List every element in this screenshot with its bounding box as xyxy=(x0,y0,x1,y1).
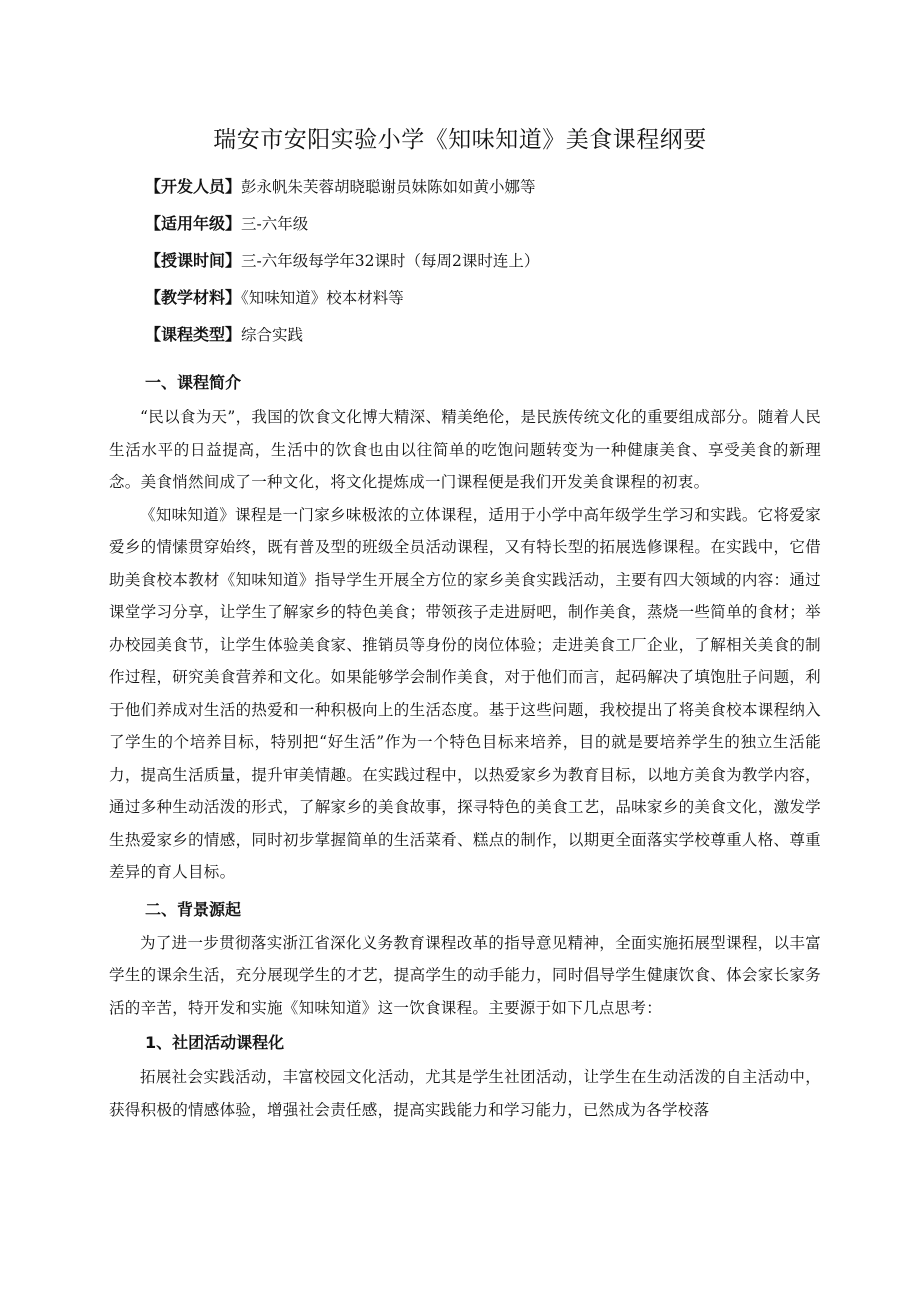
paragraph: 为了进一步贯彻落实浙江省深化义务教育课程改革的指导意见精神，全面实施拓展型课程，以丰富学生的课余生活，充分展现学生的才艺，提高学生的动手能力，同时倡导学生健康饮食、体会家长家务活的辛苦，特开发和实施《知味知道》这一饮食课程。主要源于如下几点思考： xyxy=(109,933,821,1017)
section-heading-background: 二、背景源起 xyxy=(145,899,242,919)
info-label: 【课程类型】 xyxy=(145,325,242,344)
paragraph: 《知味知道》课程是一门家乡味极浓的立体课程，适用于小学中高年级学生学习和实践。它将爱家爱乡的情愫贯穿始终，既有普及型的班级全员活动课程，又有特长型的拓展选修课程。在实践中，它借助美食校本教材《知味知道》指导学生开展全方位的家乡美食实践活动，主要有四大领域的内容：通过课堂学习分享，让学生了解家乡的特色美食；带领孩子走进厨吧，制作美食，蒸烧一些简单的食材；举办校园美食节，让学生体验美食家、推销员等身份的岗位体验；走进美食工厂企业，了解相关美食的制作过程，研究美食营养和文化。如果能够学会制作美食，对于他们而言，起码解决了填饱肚子问题，利于他们养成对生活的热爱和一种积极向上的生活态度。基于这些问题，我校提出了将美食校本课程纳入了学生的个培养目标，特别把“好生活”作为一个特色目标来培养，目的就是要培养学生的独立生活能力，提高生活质量，提升审美情趣。在实践过程中，以热爱家乡为教育目标，以地方美食为教学内容，通过多种生动活泼的形式，了解家乡的美食故事，探寻特色的美食工艺，品味家乡的美食文化，激发学生热爱家乡的情感，同时初步掌握简单的生活菜肴、糕点的制作，以期更全面落实学校尊重人格、尊重差异的育人目标。 xyxy=(109,505,821,881)
info-label: 【开发人员】 xyxy=(145,177,242,196)
paragraph: “民以食为天”，我国的饮食文化博大精深、精美绝伦，是民族传统文化的重要组成部分。随着人民生活水平的日益提高，生活中的饮食也由以往简单的吃饱问题转变为一种健康美食、享受美食的新理念。美食悄然间成了一种文化，将文化提炼成一门课程便是我们开发美食课程的初衷。 xyxy=(109,408,821,491)
info-label: 【适用年级】 xyxy=(145,214,242,233)
info-value: 三-六年级 xyxy=(241,215,309,233)
info-materials xyxy=(145,287,845,324)
info-label: 【授课时间】 xyxy=(145,251,242,270)
info-value: 三-六年级每学年32课时（每周2课时连上） xyxy=(241,252,540,270)
section-heading-intro: 一、课程简介 xyxy=(145,373,242,392)
subsection-heading: 1、社团活动课程化 xyxy=(145,1033,285,1052)
info-label: 【教学材料】 xyxy=(145,288,242,307)
document-title: 瑞安市安阳实验小学《知味知道》美食课程纲要 xyxy=(213,127,707,153)
document-body xyxy=(109,368,821,1126)
info-value: 综合实践 xyxy=(241,326,304,344)
info-value: 《知味知道》校本材料等 xyxy=(241,289,404,307)
info-developers xyxy=(145,176,845,213)
info-type xyxy=(145,324,845,361)
info-schedule xyxy=(145,250,845,287)
info-grade xyxy=(145,213,845,250)
course-info-list xyxy=(145,176,845,361)
info-value: 彭永帆朱芙蓉胡晓聪谢员妹陈如如黄小娜等 xyxy=(241,178,536,196)
paragraph: 拓展社会实践活动，丰富校园文化活动，尤其是学生社团活动，让学生在生动活泼的自主活动中，获得积极的情感体验，增强社会责任感，提高实践能力和学习能力，已然成为各学校落 xyxy=(109,1068,821,1119)
